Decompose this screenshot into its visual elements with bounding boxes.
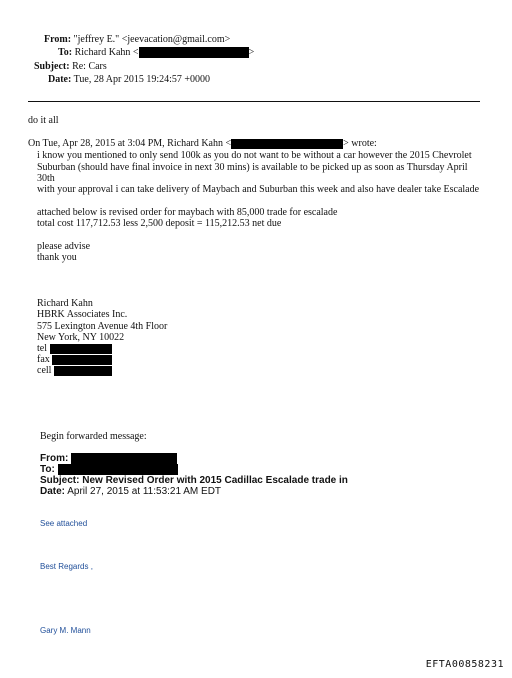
forwarded-subject-row xyxy=(40,475,348,486)
redaction-box xyxy=(71,453,177,464)
forwarded-date-label: Date: xyxy=(40,486,66,497)
header-from-row xyxy=(44,34,230,46)
quote-paragraph-3-line-1: attached below is revised order for maybach with 85,000 trade for escalade xyxy=(37,207,338,218)
header-to-suffix: > xyxy=(248,47,255,58)
header-date-label: Date: xyxy=(48,74,72,85)
header-subject-label: Subject: xyxy=(34,61,70,72)
quote-paragraph-2: with your approval i can take delivery of Maybach and Suburban this week and also have dealer take Escalade xyxy=(37,184,480,195)
forwarded-date-row xyxy=(40,486,221,497)
quote-please-advise: please advise xyxy=(37,241,91,252)
redaction-box xyxy=(58,464,178,475)
forwarded-subject-value: New Revised Order with 2015 Cadillac Escalade trade in xyxy=(82,475,348,486)
header-divider xyxy=(28,101,480,102)
header-to-prefix: Richard Kahn < xyxy=(74,47,139,58)
signature-tel-label: tel xyxy=(37,343,47,354)
signature-name: Richard Kahn xyxy=(37,298,93,309)
redaction-box xyxy=(52,355,112,365)
forwarded-date-value: April 27, 2015 at 11:53:21 AM EDT xyxy=(67,486,222,497)
redaction-box xyxy=(50,344,112,354)
signature-tel-row xyxy=(37,343,487,355)
header-to-label: To: xyxy=(58,47,73,58)
signature-cell-row xyxy=(37,365,487,377)
header-to-row xyxy=(58,47,254,59)
quote-paragraph-3-line-2: total cost 117,712.53 less 2,500 deposit = 115,212.53 net due xyxy=(37,218,282,229)
forwarded-from-row xyxy=(40,453,177,464)
forwarded-subject-label: Subject: xyxy=(40,475,80,486)
header-date-row xyxy=(48,74,210,86)
redaction-box xyxy=(231,139,343,149)
signature-address-2: New York, NY 10022 xyxy=(37,332,125,343)
header-subject-row xyxy=(34,61,107,73)
document-id: EFTA00858231 xyxy=(425,659,504,670)
body-best-regards: Best Regards , xyxy=(40,562,93,571)
redaction-box xyxy=(139,47,249,58)
signature-fax-label: fax xyxy=(37,354,50,365)
quote-paragraph-1: i know you mentioned to only send 100k as you do not want to be without a car however the 2015 Chevrolet Suburban (should have final invoice in next 30 mins) is available to be picked up as soon as Thursday April 30th xyxy=(37,150,472,184)
quote-thank-you: thank you xyxy=(37,252,77,263)
signature-address-1: 575 Lexington Avenue 4th Floor xyxy=(37,321,168,332)
forwarded-to-row xyxy=(40,464,178,475)
quote-intro-prefix: On Tue, Apr 28, 2015 at 3:04 PM, Richard Kahn < xyxy=(28,138,232,149)
header-from-value: "jeffrey E." <jeevacation@gmail.com> xyxy=(73,34,231,45)
reply-text: do it all xyxy=(28,115,59,126)
header-date-value: Tue, 28 Apr 2015 19:24:57 +0000 xyxy=(73,74,211,85)
redaction-box xyxy=(54,366,112,376)
body-sender-name: Gary M. Mann xyxy=(40,626,91,635)
forwarded-from-label: From: xyxy=(40,453,69,465)
quote-intro-suffix: > wrote: xyxy=(343,138,377,149)
body-see-attached: See attached xyxy=(40,519,88,528)
signature-fax-row xyxy=(37,354,487,366)
signature-cell-label: cell xyxy=(37,365,52,376)
header-subject-value: Re: Cars xyxy=(72,61,107,72)
forwarded-to-label: To: xyxy=(40,464,55,476)
forwarded-intro: Begin forwarded message: xyxy=(40,431,147,442)
quote-intro xyxy=(28,138,377,150)
header-from-label: From: xyxy=(44,34,72,45)
signature-company: HBRK Associates Inc. xyxy=(37,309,128,320)
